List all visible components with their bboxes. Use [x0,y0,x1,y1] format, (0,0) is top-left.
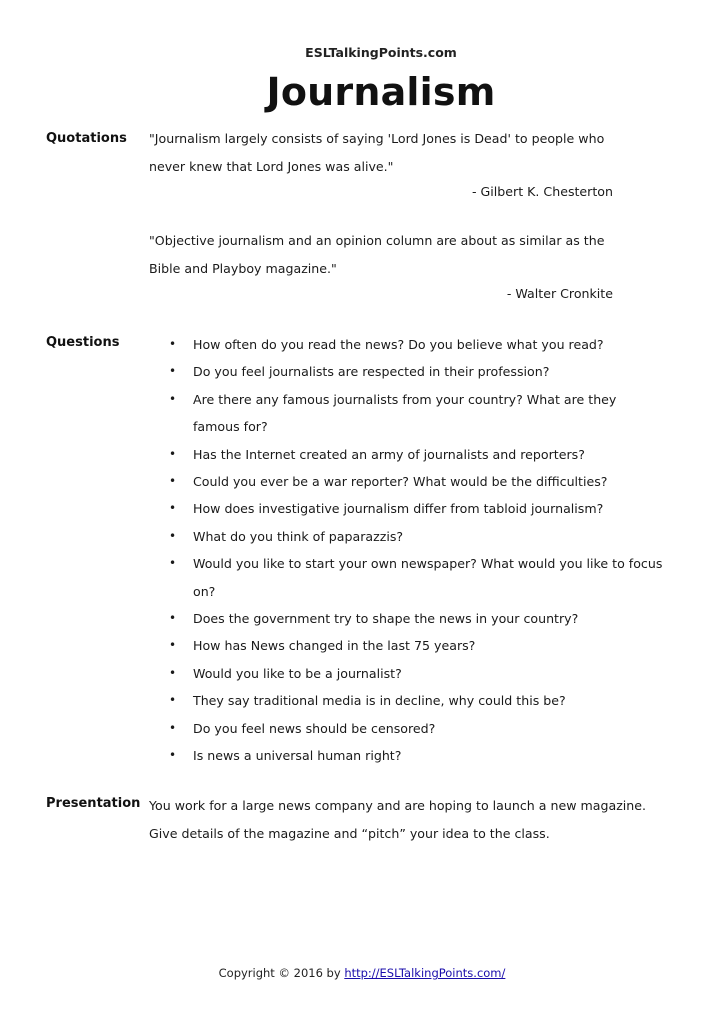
bullet-icon: • [169,556,177,571]
quote-author: - Gilbert K. Chesterton [471,184,613,199]
bullet-icon: • [169,337,177,351]
list-item [165,331,665,358]
site-link[interactable]: http://ESLTalkingPoints.com/ [344,966,506,980]
quote-author: - Walter Cronkite [506,286,613,301]
list-item [165,715,665,742]
bullet-icon: • [169,528,177,543]
bullet-icon: • [169,446,177,461]
list-item [165,660,665,687]
copyright-text: Copyright © 2016 by [218,966,345,980]
site-name: ESLTalkingPoints.com [305,45,457,60]
question-text: What do you think of paparazzis? [193,528,404,544]
questions-label: Questions [46,335,120,350]
list-item [165,358,665,385]
footer [0,966,724,980]
list-item [165,468,665,495]
question-text: Does the government try to shape the news in your country? [193,611,579,627]
bullet-icon: • [169,638,177,653]
question-text: Could you ever be a war reporter? What would be the difficulties? [193,474,608,490]
bullet-icon: • [169,748,177,763]
quote-text: "Objective journalism and an opinion column are about as similar as the Bible and Playboy magazine." [149,233,605,276]
bullet-icon: • [169,391,177,406]
quotations-label: Quotations [46,131,127,146]
list-item [165,523,665,550]
question-text: Do you feel news should be censored? [193,720,436,736]
list-item [165,441,665,468]
list-item [165,550,665,605]
bullet-icon: • [169,720,177,735]
bullet-icon: • [169,501,177,516]
question-text: Would you like to be a journalist? [193,665,402,681]
list-item [165,687,665,714]
questions-list [165,331,665,770]
list-item [165,742,665,769]
list-item [165,632,665,659]
question-text: Is news a universal human right? [193,748,402,764]
presentation-text: You work for a large news company and are hoping to launch a new magazine. Give details of the magazine and “pitch” your idea to the class. [149,798,647,841]
bullet-icon: • [169,474,177,489]
question-text: Are there any famous journalists from your country? What are they famous for? [193,391,617,435]
list-item [165,495,665,522]
page-title: Journalism [266,70,496,114]
bullet-icon: • [169,665,177,680]
question-text: How often do you read the news? Do you believe what you read? [193,337,604,352]
quote-text: "Journalism largely consists of saying 'Lord Jones is Dead' to people who never knew that Lord Jones was alive." [149,131,605,174]
question-text: How has News changed in the last 75 years? [193,638,476,654]
question-text: Do you feel journalists are respected in their profession? [193,364,550,380]
question-text: They say traditional media is in decline, why could this be? [193,693,566,709]
presentation-label: Presentation [46,796,141,811]
question-text: Has the Internet created an army of journalists and reporters? [193,446,585,462]
list-item [165,605,665,632]
bullet-icon: • [169,364,177,379]
question-text: Would you like to start your own newspaper? What would you like to focus on? [193,556,663,599]
bullet-icon: • [169,611,177,626]
bullet-icon: • [169,693,177,708]
question-text: How does investigative journalism differ from tabloid journalism? [193,501,604,517]
list-item [165,386,665,441]
